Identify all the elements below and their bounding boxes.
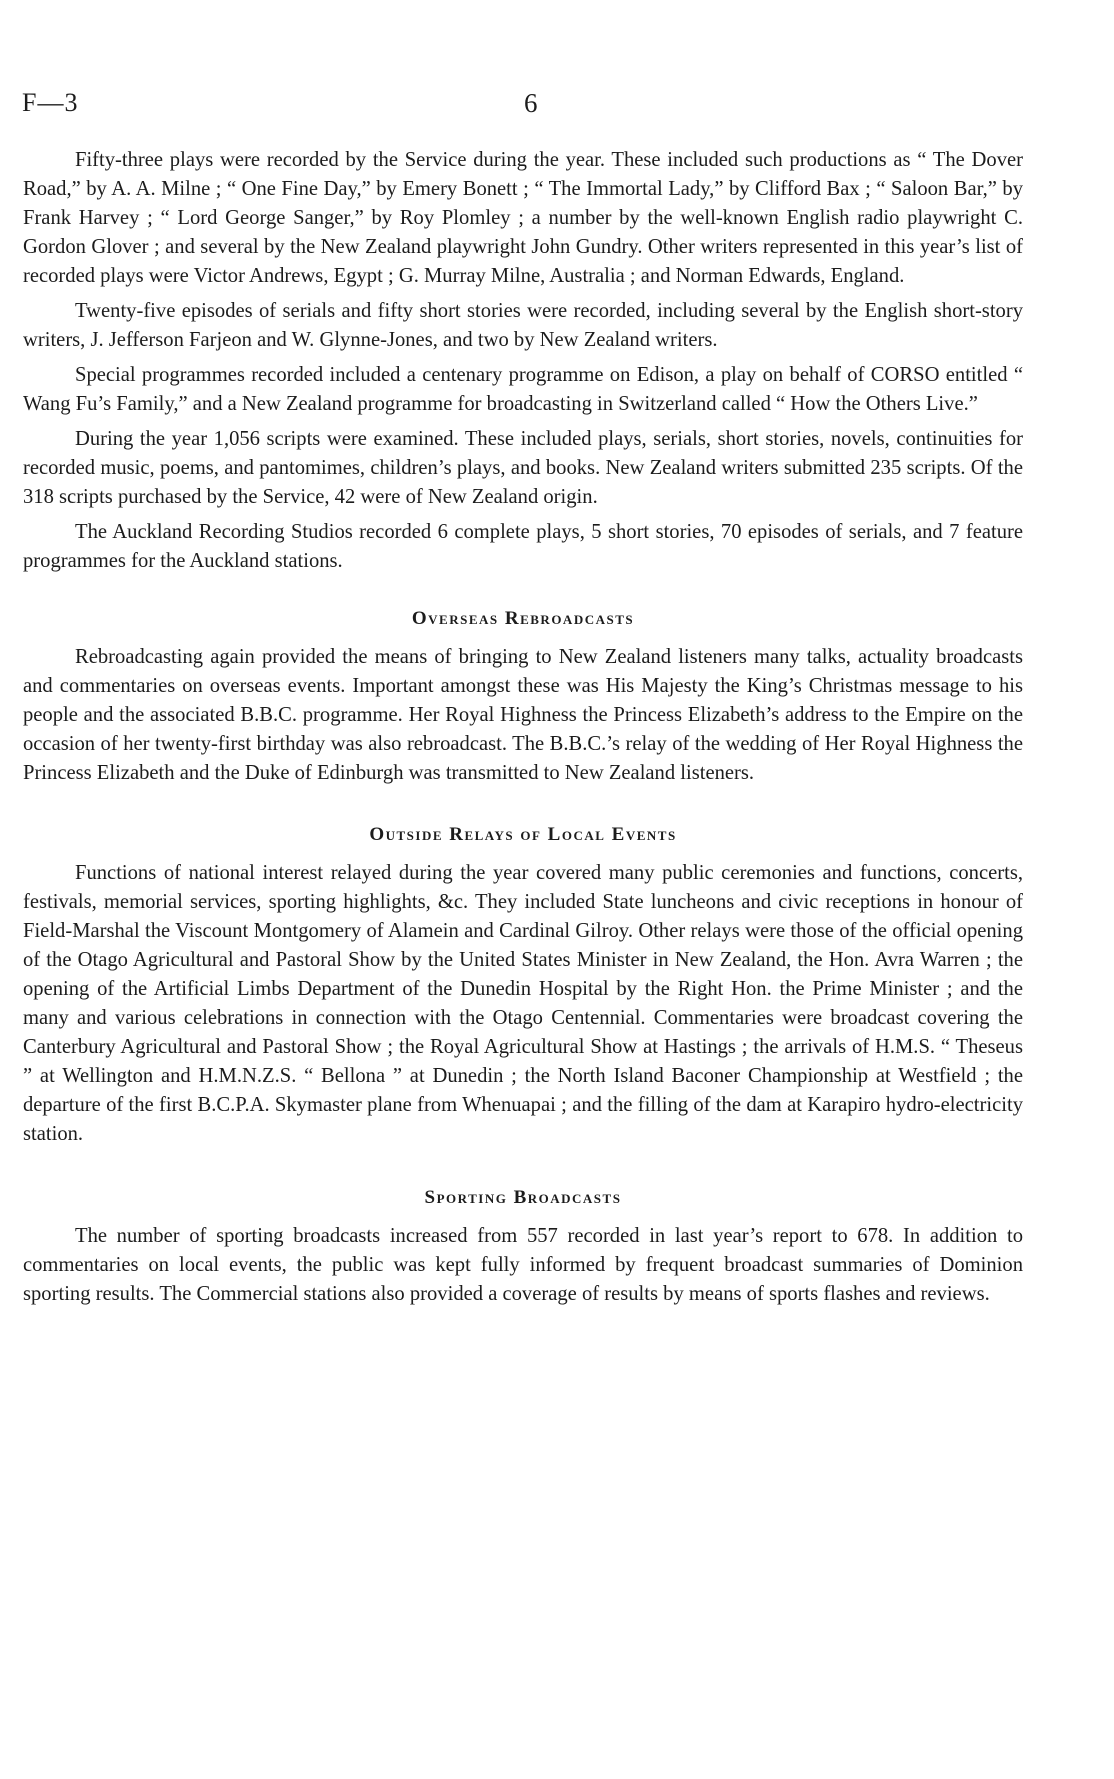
paragraph-rebroadcasting: Rebroadcasting again provided the means of bringing to New Zealand listeners many talks, actuality broadcasts and commentaries on overseas events. Important amongst these was His Majesty the King’s Christmas message to his people and the associated B.B.C. programme. Her Royal Highness the Princess Elizabeth’s address to the Empire on the occasion of her twenty-first birthday was also rebroadcast. The B.B.C.’s relay of the wedding of Her Royal Highness the Princess Elizabeth and the Duke of Edinburgh was transmitted to New Zealand listeners.: [23, 646, 1023, 784]
page-body: [23, 146, 1023, 1315]
heading-outside-relays: Outside Relays of Local Events: [369, 824, 677, 845]
page-reference: F—3: [22, 88, 79, 117]
paragraph-functions-relayed: Functions of national interest relayed during the year covered many public ceremonies and functions, concerts, festivals, memorial services, sporting highlights, &c. They included State luncheons and civic receptions in honour of Field-Marshal the Viscount Montgomery of Alamein and Cardinal Gilroy. Other relays were those of the official opening of the Otago Agricultural and Pastoral Show by the United States Minister in New Zealand, the Hon. Avra Warren ; the opening of the Artificial Limbs Department of the Dunedin Hospital by the Right Hon. the Prime Minister ; and the many and various celebrations in connection with the Otago Centennial. Commentaries were broadcast covering the Canterbury Agricultural and Pastoral Show ; the Royal Agricultural Show at Hastings ; the arrivals of H.M.S. “ Theseus ” at Wellington and H.M.N.Z.S. “ Bellona ” at Dunedin ; the North Island Baconer Championship at Westfield ; the departure of the first B.C.P.A. Skymaster plane from Whenuapai ; and the filling of the dam at Karapiro hydro-electricity station.: [23, 862, 1023, 1145]
paragraph-scripts-examined: During the year 1,056 scripts were examined. These included plays, serials, short stories, novels, continuities for recorded music, poems, and pantomimes, children’s plays, and books. New Zealand writers submitted 235 scripts. Of the 318 scripts purchased by the Service, 42 were of New Zealand origin.: [23, 428, 1023, 508]
paragraph-special-programmes: Special programmes recorded included a centenary programme on Edison, a play on behalf of CORSO entitled “ Wang Fu’s Family,” and a New Zealand programme for broadcasting in Switzerland called “ How the Others Live.”: [23, 364, 1023, 415]
heading-sporting-broadcasts: Sporting Broadcasts: [424, 1187, 622, 1208]
paragraph-auckland-studios: The Auckland Recording Studios recorded 6 complete plays, 5 short stories, 70 episodes of serials, and 7 feature programmes for the Auckland stations.: [23, 521, 1023, 572]
paragraph-sporting-broadcasts: The number of sporting broadcasts increased from 557 recorded in last year’s report to 678. In addition to commentaries on local events, the public was kept fully informed by frequent broadcast summaries of Dominion sporting results. The Commercial stations also provided a coverage of results by means of sports flashes and reviews.: [23, 1225, 1023, 1305]
paragraph-recorded-plays: Fifty-three plays were recorded by the Service during the year. These included such productions as “ The Dover Road,” by A. A. Milne ; “ One Fine Day,” by Emery Bonett ; “ The Immortal Lady,” by Clifford Bax ; “ Saloon Bar,” by Frank Harvey ; “ Lord George Sanger,” by Roy Plomley ; a number by the well-known English radio playwright C. Gordon Glover ; and several by the New Zealand playwright John Gundry. Other writers represented in this year’s list of recorded plays were Victor Andrews, Egypt ; G. Murray Milne, Australia ; and Norman Edwards, England.: [23, 149, 1023, 287]
page-number: 6: [524, 88, 538, 118]
paragraph-serials-stories: Twenty-five episodes of serials and fifty short stories were recorded, including several by the English short-story writers, J. Jefferson Farjeon and W. Glynne-Jones, and two by New Zealand writers.: [23, 300, 1023, 351]
heading-overseas-rebroadcasts: Overseas Rebroadcasts: [411, 608, 635, 629]
